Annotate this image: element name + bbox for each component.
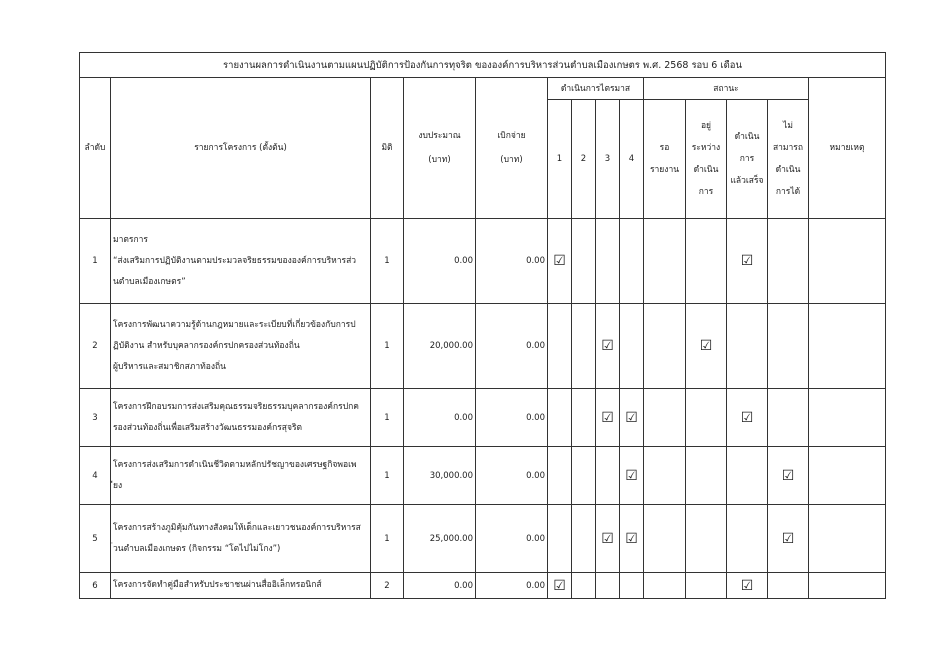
checkbox-checked-icon: ☑ <box>601 338 614 354</box>
checkbox-checked-icon: ☑ <box>740 409 754 426</box>
row-number: 1 <box>80 219 111 304</box>
dimension-cell: 1 <box>371 505 404 573</box>
header-budget <box>404 78 476 219</box>
status-in-progress-cell <box>686 505 727 573</box>
quarter-4-cell <box>620 304 644 389</box>
quarter-4-cell <box>620 219 644 304</box>
checkbox-checked-icon: ☑ <box>781 467 795 484</box>
header-status-failed-line: การได้ <box>775 187 801 197</box>
table-row <box>80 389 886 447</box>
budget-cell: 20,000.00 <box>404 304 476 389</box>
checkbox-checked-icon: ☑ <box>625 467 638 484</box>
project-name-line: มาตรการ <box>113 234 148 245</box>
header-dimension: มิติ <box>371 78 404 219</box>
header-remarks: หมายเหตุ <box>809 78 886 219</box>
header-status-group: สถานะ <box>644 78 809 100</box>
project-name-line: “ส่งเสริมการปฏิบัติงานตามประมวลจริยธรรมขององค์การบริหารส่ว <box>113 255 357 266</box>
header-status-in-progress-line: การ <box>698 187 714 197</box>
status-pending-cell <box>644 389 686 447</box>
header-status-in-progress-line: อยู่ <box>700 121 712 131</box>
quarter-2-cell <box>572 219 596 304</box>
remark-cell <box>809 447 886 505</box>
header-status-failed <box>768 100 809 219</box>
quarter-2-cell <box>572 389 596 447</box>
quarter-3-cell <box>596 505 620 573</box>
quarter-2-cell <box>572 505 596 573</box>
report-title: รายงานผลการดำเนินงานตามแผนปฏิบัติการป้องกันการทุจริต ขององค์การบริหารส่วนตำบลเมืองเกษตร พ.ศ. 2568 รอบ 6 เดือน <box>80 53 886 78</box>
status-done-cell <box>727 447 768 505</box>
project-name-line: โครงการสร้างภูมิคุ้มกันทางสังคมให้เด็กและเยาวชนองค์การบริหารส <box>113 522 361 533</box>
status-done-cell <box>727 389 768 447</box>
status-done-cell <box>727 573 768 599</box>
row-number: 3 <box>80 389 111 447</box>
remark-cell <box>809 389 886 447</box>
project-name <box>111 447 371 505</box>
project-name <box>111 219 371 304</box>
quarter-4-cell <box>620 505 644 573</box>
header-project: รายการโครงการ (ตั้งต้น) <box>111 78 371 219</box>
spent-cell: 0.00 <box>476 505 548 573</box>
project-name-line: ียง <box>113 480 123 491</box>
project-name-line: นตำบลเมืองเกษตร” <box>113 276 186 287</box>
status-in-progress-cell <box>686 219 727 304</box>
quarter-3-cell <box>596 304 620 389</box>
remark-cell <box>809 219 886 304</box>
report-table <box>79 52 886 599</box>
row-number: 6 <box>80 573 111 599</box>
status-in-progress-cell <box>686 447 727 505</box>
status-failed-cell <box>768 304 809 389</box>
row-number: 4 <box>80 447 111 505</box>
quarter-2-cell <box>572 304 596 389</box>
quarter-3-cell <box>596 573 620 599</box>
header-status-failed-line: ดำเนิน <box>775 165 801 175</box>
header-quarter-2: 2 <box>572 100 596 219</box>
checkbox-checked-icon: ☑ <box>740 577 754 594</box>
budget-cell: 25,000.00 <box>404 505 476 573</box>
header-status-pending-line: รายงาน <box>649 165 680 175</box>
header-quarter-group: ดำเนินการไตรมาส <box>548 78 644 100</box>
project-name-line: โครงการส่งเสริมการดำเนินชีวิตตามหลักปรัชญาของเศรษฐกิจพอเพ <box>113 459 357 470</box>
header-budget-line2: (บาท) <box>428 155 451 165</box>
table-row <box>80 505 886 573</box>
project-name-line: ่วนตำบลเมืองเกษตร (กิจกรรม “โตไปไม่โกง”) <box>113 543 281 554</box>
status-in-progress-cell <box>686 304 727 389</box>
header-spent-line2: (บาท) <box>500 155 523 165</box>
status-pending-cell <box>644 304 686 389</box>
project-name <box>111 573 371 599</box>
header-status-in-progress <box>686 100 727 219</box>
status-done-cell <box>727 505 768 573</box>
project-name-line: โครงการฝึกอบรมการส่งเสริมคุณธรรมจริยธรรมบุคลากรองค์กรปกค <box>113 401 359 412</box>
spent-cell: 0.00 <box>476 573 548 599</box>
budget-cell: 0.00 <box>404 389 476 447</box>
budget-cell: 0.00 <box>404 573 476 599</box>
status-pending-cell <box>644 447 686 505</box>
header-quarter-4: 4 <box>620 100 644 219</box>
table-row <box>80 573 886 599</box>
header-quarter-3: 3 <box>596 100 620 219</box>
header-status-done-line: การ <box>739 154 755 164</box>
header-spent-line1: เบิกจ่าย <box>497 131 526 141</box>
checkbox-checked-icon: ☑ <box>553 253 566 269</box>
report-body <box>80 219 886 599</box>
row-number: 2 <box>80 304 111 389</box>
header-spent <box>476 78 548 219</box>
checkbox-checked-icon: ☑ <box>781 530 795 547</box>
status-failed-cell <box>768 389 809 447</box>
dimension-cell: 1 <box>371 219 404 304</box>
quarter-1-cell <box>548 447 572 505</box>
project-name <box>111 389 371 447</box>
header-status-in-progress-line: ระหว่าง <box>691 143 721 153</box>
status-done-cell <box>727 304 768 389</box>
header-status-done-line: แล้วเสร็จ <box>730 176 764 186</box>
project-name-line: โครงการพัฒนาความรู้ด้านกฎหมายและระเบียบที่เกี่ยวข้องกับการป <box>113 319 356 330</box>
table-row <box>80 219 886 304</box>
project-name-line: รองส่วนท้องถิ่นเพื่อเสริมสร้างวัฒนธรรมองค์กรสุจริต <box>113 422 303 433</box>
quarter-3-cell <box>596 447 620 505</box>
header-status-failed-line: ไม่ <box>783 121 793 131</box>
checkbox-checked-icon: ☑ <box>601 409 614 426</box>
status-pending-cell <box>644 505 686 573</box>
budget-cell: 0.00 <box>404 219 476 304</box>
quarter-4-cell <box>620 447 644 505</box>
header-budget-line1: งบประมาณ <box>418 131 461 141</box>
checkbox-checked-icon: ☑ <box>740 253 754 269</box>
project-name <box>111 505 371 573</box>
status-done-cell <box>727 219 768 304</box>
table-row <box>80 304 886 389</box>
project-name-line: ผู้บริหารและสมาชิกสภาท้องถิ่น <box>113 361 226 372</box>
quarter-4-cell <box>620 389 644 447</box>
quarter-1-cell <box>548 219 572 304</box>
dimension-cell: 1 <box>371 447 404 505</box>
dimension-cell: 1 <box>371 389 404 447</box>
project-name-line: โครงการจัดทำคู่มือสำหรับประชาชนผ่านสื่ออิเล็กทรอนิกส์ <box>113 580 322 590</box>
remark-cell <box>809 505 886 573</box>
status-failed-cell <box>768 573 809 599</box>
header-status-failed-line: สามารถ <box>772 143 804 153</box>
status-failed-cell <box>768 505 809 573</box>
dimension-cell: 1 <box>371 304 404 389</box>
header-status-pending-line: รอ <box>659 143 670 153</box>
quarter-4-cell <box>620 573 644 599</box>
project-name <box>111 304 371 389</box>
quarter-2-cell <box>572 573 596 599</box>
status-pending-cell <box>644 219 686 304</box>
spent-cell: 0.00 <box>476 447 548 505</box>
table-row <box>80 447 886 505</box>
row-number: 5 <box>80 505 111 573</box>
checkbox-checked-icon: ☑ <box>625 530 638 547</box>
quarter-1-cell <box>548 573 572 599</box>
header-status-pending <box>644 100 686 219</box>
quarter-1-cell <box>548 505 572 573</box>
header-no: ลำดับ <box>80 78 111 219</box>
checkbox-checked-icon: ☑ <box>699 338 713 354</box>
spent-cell: 0.00 <box>476 389 548 447</box>
status-in-progress-cell <box>686 389 727 447</box>
status-failed-cell <box>768 447 809 505</box>
dimension-cell: 2 <box>371 573 404 599</box>
checkbox-checked-icon: ☑ <box>625 409 638 426</box>
quarter-1-cell <box>548 389 572 447</box>
checkbox-checked-icon: ☑ <box>601 530 614 547</box>
spent-cell: 0.00 <box>476 219 548 304</box>
status-in-progress-cell <box>686 573 727 599</box>
header-status-done-line: ดำเนิน <box>734 132 760 142</box>
quarter-3-cell <box>596 389 620 447</box>
header-status-done <box>727 100 768 219</box>
project-name-line: ฏิบัติงาน สำหรับบุคลากรองค์กรปกครองส่วนท้องถิ่น <box>113 340 300 351</box>
status-pending-cell <box>644 573 686 599</box>
header-quarter-1: 1 <box>548 100 572 219</box>
status-failed-cell <box>768 219 809 304</box>
quarter-1-cell <box>548 304 572 389</box>
checkbox-checked-icon: ☑ <box>553 577 566 594</box>
budget-cell: 30,000.00 <box>404 447 476 505</box>
quarter-3-cell <box>596 219 620 304</box>
header-status-in-progress-line: ดำเนิน <box>693 165 719 175</box>
remark-cell <box>809 304 886 389</box>
spent-cell: 0.00 <box>476 304 548 389</box>
quarter-2-cell <box>572 447 596 505</box>
remark-cell <box>809 573 886 599</box>
